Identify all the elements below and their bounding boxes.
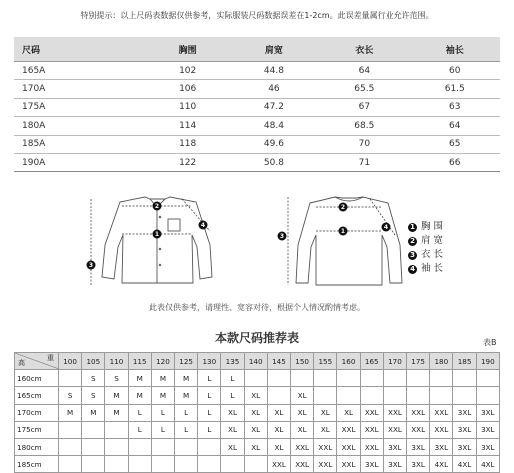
weight-header-cell: 165 <box>360 353 383 370</box>
size-recommendation-cell <box>244 370 267 387</box>
size-recommendation-cell: 3XL <box>453 438 476 455</box>
size-cell: 118 <box>147 135 229 153</box>
size-recommendation-cell: XL <box>221 438 244 455</box>
size-cell: 175A <box>14 98 147 116</box>
size-recommendation-cell: XXL <box>383 421 406 438</box>
size-recommendation-cell: XXL <box>314 456 337 473</box>
size-recommendation-cell: M <box>128 370 151 387</box>
size-recommendation-cell: XXL <box>337 421 360 438</box>
size-recommendation-cell: M <box>105 387 128 404</box>
size-cell: 170A <box>14 80 147 98</box>
legend-item-shoulder <box>408 234 443 248</box>
size-recommendation-cell: XXL <box>407 421 430 438</box>
size-cell: 185A <box>14 135 147 153</box>
size-cell: 50.8 <box>229 153 319 171</box>
size-recommendation-cell: L <box>151 404 174 421</box>
size-recommendation-cell: XL <box>244 404 267 421</box>
size-recommendation-cell <box>244 456 267 473</box>
size-header-cell: 袖长 <box>410 37 500 62</box>
size-recommendation-cell: XXL <box>314 438 337 455</box>
size-cell: 114 <box>147 117 229 135</box>
size-recommendation-cell: L <box>198 370 221 387</box>
size-recommendation-cell <box>407 387 430 404</box>
size-recommendation-cell <box>59 456 82 473</box>
size-recommendation-cell: XXL <box>430 404 453 421</box>
size-recommendation-cell <box>360 370 383 387</box>
weight-header-cell: 105 <box>82 353 105 370</box>
legend-label: 胸 围 <box>421 221 444 232</box>
size-recommendation-cell: XXL <box>430 421 453 438</box>
size-recommendation-cell: 3XL <box>383 456 406 473</box>
size-recommendation-cell: XXL <box>383 404 406 421</box>
size-recommendation-cell: XL <box>221 421 244 438</box>
legend-num: 1 <box>408 223 417 232</box>
size-recommendation-cell <box>151 456 174 473</box>
weight-header-cell: 145 <box>267 353 290 370</box>
size-recommendation-cell: 4XL <box>430 456 453 473</box>
size-cell: 66 <box>410 153 500 171</box>
size-table <box>14 37 500 172</box>
size-cell: 63 <box>410 98 500 116</box>
corner-cell <box>15 353 59 370</box>
size-header-cell: 胸围 <box>147 37 229 62</box>
size-recommendation-cell <box>175 456 198 473</box>
size-recommendation-cell: M <box>175 387 198 404</box>
size-recommendation-cell: 3XL <box>476 438 499 455</box>
size-row <box>14 62 500 80</box>
size-cell: 65.5 <box>319 80 409 98</box>
legend-label: 肩 宽 <box>421 235 444 246</box>
weight-header-cell: 100 <box>59 353 82 370</box>
size-recommendation-cell: 3XL <box>476 404 499 421</box>
table-tag: 表B <box>483 338 497 347</box>
height-label-cell: 165cm <box>15 387 59 404</box>
marker-label: 3 <box>88 262 94 270</box>
size-recommendation-cell: XL <box>221 404 244 421</box>
size-recommendation-cell <box>82 456 105 473</box>
corner-height-label: 高 <box>18 359 25 368</box>
size-recommendation-cell: L <box>221 370 244 387</box>
size-recommendation-cell <box>337 370 360 387</box>
size-recommendation-cell: S <box>105 370 128 387</box>
size-recommendation-cell: XXL <box>267 456 290 473</box>
recommendation-row <box>15 438 500 455</box>
size-recommendation-cell: M <box>151 387 174 404</box>
size-recommendation-cell <box>383 387 406 404</box>
size-cell: 67 <box>319 98 409 116</box>
size-cell: 68.5 <box>319 117 409 135</box>
size-recommendation-cell <box>59 438 82 455</box>
size-recommendation-cell: 3XL <box>383 438 406 455</box>
size-recommendation-cell: XL <box>267 421 290 438</box>
size-recommendation-cell: S <box>82 387 105 404</box>
recommendation-row <box>15 404 500 421</box>
size-cell: 46 <box>229 80 319 98</box>
legend-num: 3 <box>408 251 417 260</box>
marker-label: 4 <box>383 224 389 232</box>
back-shirt <box>296 197 402 285</box>
size-recommendation-cell <box>128 438 151 455</box>
size-row <box>14 153 500 171</box>
size-recommendation-cell: 4XL <box>453 456 476 473</box>
size-recommendation-cell: XL <box>314 421 337 438</box>
size-recommendation-cell: XXL <box>407 404 430 421</box>
size-recommendation-cell <box>198 438 221 455</box>
size-recommendation-cell: XXL <box>337 456 360 473</box>
size-row <box>14 135 500 153</box>
size-cell: 190A <box>14 153 147 171</box>
size-recommendation-cell: M <box>105 404 128 421</box>
weight-header-cell: 150 <box>291 353 314 370</box>
corner-weight-label: 重 <box>47 354 54 362</box>
size-recommendation-cell: XXL <box>360 404 383 421</box>
marker-label: 1 <box>340 228 346 236</box>
height-label-cell: 175cm <box>15 421 59 438</box>
size-recommendation-cell: XL <box>244 438 267 455</box>
size-recommendation-cell <box>198 456 221 473</box>
size-cell: 70 <box>319 135 409 153</box>
size-cell: 71 <box>319 153 409 171</box>
size-recommendation-cell <box>407 370 430 387</box>
size-recommendation-cell: 3XL <box>407 438 430 455</box>
size-recommendation-cell: 3XL <box>453 421 476 438</box>
size-recommendation-cell <box>128 456 151 473</box>
marker-label: 3 <box>279 233 285 241</box>
weight-header-cell: 180 <box>430 353 453 370</box>
size-recommendation-cell: XL <box>291 404 314 421</box>
size-cell: 165A <box>14 62 147 80</box>
size-recommendation-cell <box>59 421 82 438</box>
size-recommendation-cell: L <box>151 421 174 438</box>
size-recommendation-cell: L <box>198 404 221 421</box>
weight-header-cell: 140 <box>244 353 267 370</box>
recommendation-title: 本款尺码推荐表 <box>214 331 299 345</box>
size-recommendation-cell <box>430 387 453 404</box>
size-recommendation-cell <box>360 387 383 404</box>
size-recommendation-cell: 4XL <box>476 456 499 473</box>
size-recommendation-cell: 3XL <box>430 438 453 455</box>
height-label-cell: 180cm <box>15 438 59 455</box>
legend-label: 袖 长 <box>421 263 444 274</box>
size-recommendation-cell: L <box>221 387 244 404</box>
size-cell: 61.5 <box>410 80 500 98</box>
weight-header-cell: 115 <box>128 353 151 370</box>
weight-header-cell: 155 <box>314 353 337 370</box>
recommendation-row <box>15 456 500 473</box>
recommendation-row <box>15 421 500 438</box>
height-label-cell: 160cm <box>15 370 59 387</box>
size-recommendation-cell: XXL <box>291 438 314 455</box>
marker-label: 2 <box>154 203 160 211</box>
size-cell: 64 <box>319 62 409 80</box>
size-cell: 65 <box>410 135 500 153</box>
size-recommendation-cell <box>430 370 453 387</box>
measurement-legend <box>408 220 443 276</box>
size-row <box>14 117 500 135</box>
legend-item-chest <box>408 220 443 234</box>
size-recommendation-cell: XXL <box>360 421 383 438</box>
size-cell: 48.4 <box>229 117 319 135</box>
size-cell: 64 <box>410 117 500 135</box>
size-recommendation-cell: XL <box>244 387 267 404</box>
size-recommendation-cell: XXL <box>360 438 383 455</box>
size-cell: 60 <box>410 62 500 80</box>
size-recommendation-cell: S <box>59 387 82 404</box>
size-recommendation-cell <box>337 387 360 404</box>
weight-header-cell: 125 <box>175 353 198 370</box>
size-recommendation-cell <box>82 421 105 438</box>
notice-text: 特别提示：以上尺码表数据仅供参考，实际服装尺码数据误差在1-2cm。此误差量属行业允许范围。 <box>80 11 434 20</box>
weight-header-cell: 185 <box>453 353 476 370</box>
size-recommendation-cell: S <box>82 370 105 387</box>
size-recommendation-cell <box>175 438 198 455</box>
size-header-cell: 衣长 <box>319 37 409 62</box>
size-recommendation-cell: XL <box>244 421 267 438</box>
size-recommendation-cell <box>453 370 476 387</box>
size-recommendation-cell <box>82 438 105 455</box>
recommendation-row <box>15 370 500 387</box>
size-recommendation-cell <box>105 421 128 438</box>
size-recommendation-cell <box>105 438 128 455</box>
size-recommendation-cell: XL <box>267 404 290 421</box>
size-row <box>14 80 500 98</box>
size-recommendation-cell <box>267 387 290 404</box>
weight-header-cell: 135 <box>221 353 244 370</box>
size-table-header <box>14 37 500 62</box>
size-recommendation-cell: XL <box>314 404 337 421</box>
size-recommendation-cell: 3XL <box>407 456 430 473</box>
marker-label: 4 <box>200 222 206 230</box>
marker-label: 1 <box>154 231 160 239</box>
legend-label: 衣 长 <box>421 249 444 260</box>
height-label-cell: 170cm <box>15 404 59 421</box>
size-cell: 44.8 <box>229 62 319 80</box>
size-recommendation-cell: M <box>59 404 82 421</box>
size-recommendation-cell <box>314 370 337 387</box>
size-cell: 110 <box>147 98 229 116</box>
size-cell: 102 <box>147 62 229 80</box>
size-recommendation-cell: L <box>198 387 221 404</box>
weight-header-cell: 190 <box>476 353 499 370</box>
size-recommendation-cell <box>221 456 244 473</box>
size-recommendation-cell: XXL <box>337 438 360 455</box>
size-recommendation-cell: M <box>151 370 174 387</box>
size-recommendation-cell: 3XL <box>360 456 383 473</box>
size-cell: 180A <box>14 117 147 135</box>
size-recommendation-cell <box>453 387 476 404</box>
weight-header-cell: 130 <box>198 353 221 370</box>
size-recommendation-cell <box>291 370 314 387</box>
size-recommendation-cell <box>476 370 499 387</box>
height-label-cell: 185cm <box>15 456 59 473</box>
size-recommendation-cell: 3XL <box>476 421 499 438</box>
size-recommendation-cell: XL <box>291 421 314 438</box>
size-recommendation-cell: XL <box>337 404 360 421</box>
size-recommendation-cell <box>383 370 406 387</box>
size-recommendation-cell: XL <box>291 387 314 404</box>
marker-label: 2 <box>340 204 346 212</box>
weight-header-cell: 170 <box>383 353 406 370</box>
size-recommendation-cell <box>314 387 337 404</box>
size-recommendation-cell <box>267 370 290 387</box>
legend-num: 2 <box>408 237 417 246</box>
size-recommendation-cell <box>151 438 174 455</box>
weight-header-cell: 110 <box>105 353 128 370</box>
size-recommendation-cell: L <box>175 421 198 438</box>
size-row <box>14 98 500 116</box>
size-recommendation-cell: L <box>175 404 198 421</box>
recommendation-row <box>15 387 500 404</box>
reference-note: 此表仅供参考，请理性、宽容对待，根据个人情况酌情考虑。 <box>149 303 365 312</box>
size-cell: 122 <box>147 153 229 171</box>
size-cell: 106 <box>147 80 229 98</box>
size-recommendation-cell: M <box>175 370 198 387</box>
size-cell: 47.2 <box>229 98 319 116</box>
legend-num: 4 <box>408 265 417 274</box>
size-recommendation-cell <box>59 370 82 387</box>
recommendation-table <box>14 352 500 473</box>
size-recommendation-cell: L <box>128 404 151 421</box>
size-header-cell: 尺码 <box>14 37 147 62</box>
size-recommendation-cell: L <box>128 421 151 438</box>
size-recommendation-cell: XL <box>267 438 290 455</box>
weight-header-cell: 160 <box>337 353 360 370</box>
size-recommendation-cell: L <box>198 421 221 438</box>
size-recommendation-cell <box>105 456 128 473</box>
size-recommendation-cell: M <box>128 387 151 404</box>
size-recommendation-cell: XXL <box>291 456 314 473</box>
legend-item-length <box>408 248 443 262</box>
recommendation-header <box>15 353 500 370</box>
size-header-cell: 肩宽 <box>229 37 319 62</box>
size-cell: 49.6 <box>229 135 319 153</box>
size-recommendation-cell: M <box>82 404 105 421</box>
size-recommendation-cell: 3XL <box>453 404 476 421</box>
weight-header-cell: 175 <box>407 353 430 370</box>
size-recommendation-cell <box>476 387 499 404</box>
weight-header-cell: 120 <box>151 353 174 370</box>
legend-item-sleeve <box>408 262 443 276</box>
